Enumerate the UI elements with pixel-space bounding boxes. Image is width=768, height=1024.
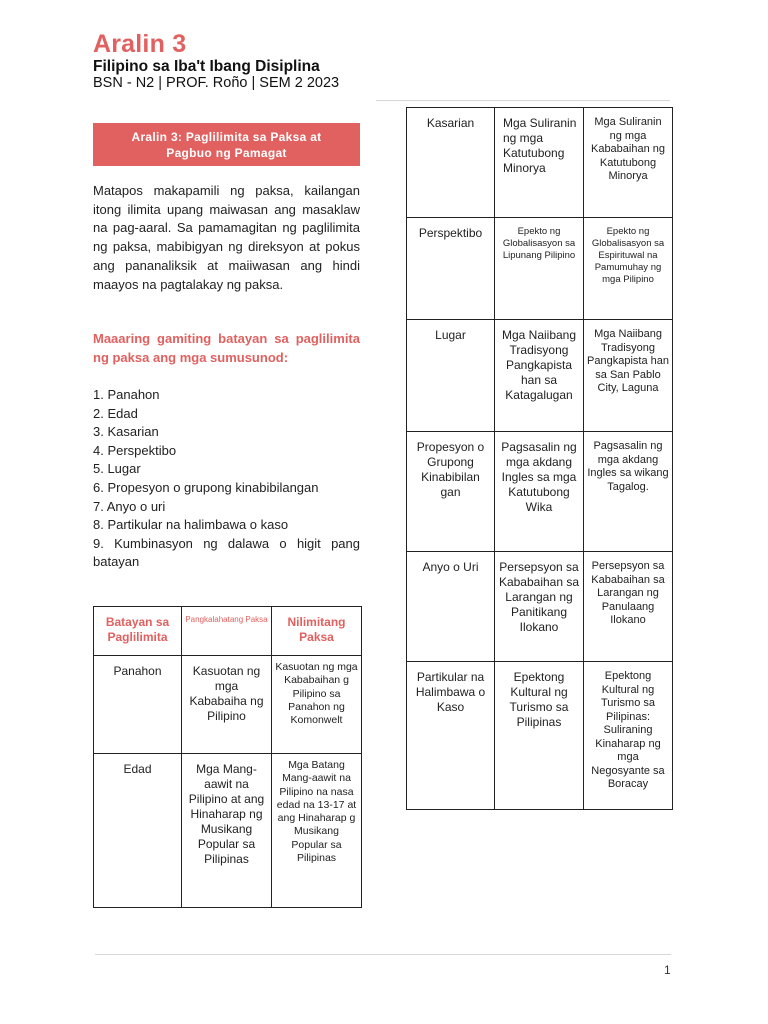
table-cell: Mga Naiibang Tradisyong Pangkapista han sa Katagalugan	[495, 320, 584, 432]
table-cell: Epektong Kultural ng Turismo sa Pilipinas: Suliraning Kinaharap ng mga Negosyante sa Boracay	[584, 662, 673, 810]
header-cell: Nilimitang Paksa	[272, 607, 362, 656]
table-row	[407, 432, 673, 552]
table-cell: Edad	[94, 754, 182, 908]
section-banner-text: Aralin 3: Paglilimita sa Paksa at Pagbuo ng Pamagat	[131, 129, 322, 160]
table-cell: Mga Suliranin ng mga Katutubong Minorya	[495, 108, 584, 218]
header-cell: Pangkalahatang Paksa	[182, 607, 272, 656]
table-cell: Pagsasalin ng mga akdang Ingles sa wikang Tagalog.	[584, 432, 673, 552]
list-item: 9. Kumbinasyon ng dalawa o higit pang batayan	[93, 535, 360, 570]
list-item: 3. Kasarian	[93, 424, 159, 440]
table-row	[407, 218, 673, 320]
table-cell: Partikular na Halimbawa o Kaso	[407, 662, 495, 810]
table-row	[407, 552, 673, 662]
table-row	[94, 754, 362, 908]
footer-divider	[95, 954, 671, 955]
list-item: 7. Anyo o uri	[93, 498, 166, 514]
table-cell: Panahon	[94, 656, 182, 754]
list-item: 4. Perspektibo	[93, 442, 177, 458]
bases-intro: Maaaring gamiting batayan sa paglilimita ng paksa ang mga sumusunod:	[93, 331, 360, 365]
table-row	[407, 108, 673, 218]
course-meta: BSN - N2 | PROF. Roño | SEM 2 2023	[93, 75, 340, 91]
table-cell: Epekto ng Globalisasyon sa Lipunang Pilipino	[495, 218, 584, 320]
limitation-table-left	[93, 606, 362, 908]
table-cell: Persepsyon sa Kababaihan sa Larangan ng Panulaang Ilokano	[584, 552, 673, 662]
table-cell: Kasuotan ng mga Kababaiha ng Pilipino	[182, 656, 272, 754]
table-cell: Kasarian	[407, 108, 495, 218]
header-cell: Batayan sa Paglilimita	[94, 607, 182, 656]
list-item: 5. Lugar	[93, 461, 141, 477]
header-divider	[376, 100, 670, 101]
table-cell: Mga Suliranin ng mga Kababaihan ng Katutubong Minorya	[584, 108, 673, 218]
intro-paragraph: Matapos makapamili ng paksa, kailangan itong ilimita upang maiwasan ang masaklaw na pag-aaral. Sa pamamagitan ng paglilimita ng paksa, mabibigyan ng direksyon at pokus ang pananaliksik at maiiwasan ang hindi maayos na pagtalakay ng paksa.	[93, 183, 360, 292]
lesson-title: Aralin 3	[93, 30, 187, 58]
table-cell: Anyo o Uri	[407, 552, 495, 662]
list-item: 2. Edad	[93, 405, 138, 421]
table-cell: Mga Mang-aawit na Pilipino at ang Hinaharap ng Musikang Popular sa Pilipinas	[182, 754, 272, 908]
table-row	[407, 662, 673, 810]
table-cell: Epekto ng Globalisasyon sa Espirituwal na Pamumuhay ng mga Pilipino	[584, 218, 673, 320]
page-number: 1	[664, 963, 671, 977]
bases-list	[93, 386, 360, 572]
table-cell: Mga Batang Mang-aawit na Pilipino na nasa edad na 13-17 at ang Hinaharap g Musikang Popular sa Pilipinas	[272, 754, 362, 908]
table-cell: Perspektibo	[407, 218, 495, 320]
table-cell: Lugar	[407, 320, 495, 432]
table-header-row	[94, 607, 362, 656]
table-cell: Propesyon o Grupong Kinabibilan gan	[407, 432, 495, 552]
table-cell: Persepsyon sa Kababaihan sa Larangan ng Panitikang Ilokano	[495, 552, 584, 662]
table-row	[407, 320, 673, 432]
course-subtitle: Filipino sa Iba't Ibang Disiplina	[93, 58, 320, 75]
section-banner	[93, 123, 360, 166]
table-cell: Mga Naiibang Tradisyong Pangkapista han sa San Pablo City, Laguna	[584, 320, 673, 432]
table-cell: Epektong Kultural ng Turismo sa Pilipinas	[495, 662, 584, 810]
list-item: 1. Panahon	[93, 387, 160, 402]
limitation-table-right	[406, 107, 673, 810]
table-cell: Kasuotan ng mga Kababaihan g Pilipino sa Panahon ng Komonwelt	[272, 656, 362, 754]
table-row	[94, 656, 362, 754]
list-item: 6. Propesyon o grupong kinabibilangan	[93, 479, 319, 495]
list-item: 8. Partikular na halimbawa o kaso	[93, 517, 289, 533]
table-cell: Pagsasalin ng mga akdang Ingles sa mga Katutubong Wika	[495, 432, 584, 552]
